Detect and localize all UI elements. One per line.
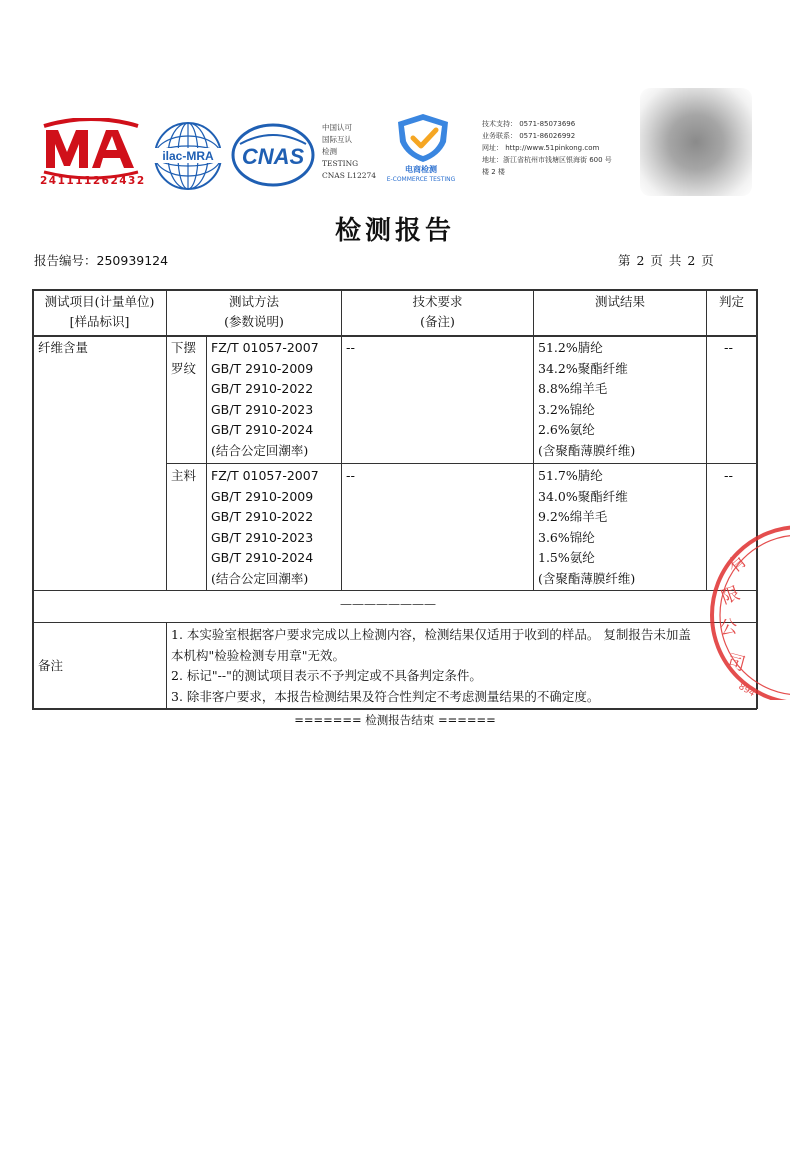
table-border <box>166 463 757 464</box>
svg-text:有: 有 <box>723 550 752 578</box>
report-number <box>34 251 168 269</box>
result-value: 51.7%腈纶 <box>538 468 603 483</box>
result-list <box>538 466 635 590</box>
header-line: (备注) <box>420 314 455 329</box>
verdict-value: -- <box>724 340 734 355</box>
cert-line: 检测 <box>322 147 337 156</box>
note-item: 2. 标记"--"的测试项目表示不予判定或不具备判定条件。 <box>171 668 482 683</box>
ecommerce-testing-title: 电商检测 <box>405 165 437 174</box>
table-border <box>206 335 207 591</box>
svg-text:ilac-MRA: ilac-MRA <box>162 149 214 163</box>
ecommerce-testing-subtitle: E-COMMERCE TESTING <box>386 176 456 183</box>
header-requirement <box>342 292 533 332</box>
header-line: (参数说明) <box>224 314 284 329</box>
contact-line: 楼 2 楼 <box>482 168 505 176</box>
method-list <box>211 466 319 590</box>
contact-line: 地址：浙江省杭州市钱塘区银海街 600 号 <box>482 156 612 164</box>
table-border <box>32 622 757 623</box>
cert-line: TESTING <box>322 159 359 168</box>
result-value: 9.2%绵羊毛 <box>538 509 608 525</box>
table-border <box>32 335 757 337</box>
ilac-mra-logo <box>152 120 224 192</box>
sample-part-main-fabric: 主料 <box>171 468 197 483</box>
result-value: 3.2%锦纶 <box>538 401 595 417</box>
header-line: [样品标识] <box>69 314 130 329</box>
notes-list <box>171 625 691 707</box>
requirement-value: -- <box>346 468 356 483</box>
contact-line: 技术支持： 0571-85073696 <box>482 120 576 128</box>
cnas-logo <box>230 122 316 188</box>
verdict-value: -- <box>724 468 734 483</box>
company-seal-stamp <box>700 520 790 700</box>
sample-part-line: 罗纹 <box>171 360 197 376</box>
method-standard: GB/T 2910-2024 <box>211 550 314 566</box>
result-list <box>538 338 635 462</box>
note-item: 1. 本实验室根据客户要求完成以上检测内容，检测结果仅适用于收到的样品。 复制报告未加盖 <box>171 627 691 642</box>
method-standard: GB/T 2910-2009 <box>211 360 314 376</box>
method-standard: GB/T 2910-2022 <box>211 509 314 525</box>
result-value: 3.6%锦纶 <box>538 529 595 545</box>
method-standard: GB/T 2910-2009 <box>211 488 314 504</box>
svg-text:限: 限 <box>718 582 743 609</box>
header-verdict: 判定 <box>718 294 744 309</box>
page-info: 第 2 页 共 2 页 <box>618 253 714 268</box>
result-value: 2.6%氨纶 <box>538 422 595 438</box>
contact-info <box>482 118 632 178</box>
method-note: (结合公定回潮率) <box>211 442 309 458</box>
header-test-item <box>33 292 166 332</box>
report-number-value: 250939124 <box>96 253 169 268</box>
table-border <box>166 622 167 708</box>
note-item: 本机构"检验检测专用章"无效。 <box>171 647 345 663</box>
header-line: 技术要求 <box>412 294 463 309</box>
svg-text:894: 894 <box>736 681 757 700</box>
svg-text:CNAS: CNAS <box>241 144 305 169</box>
table-border <box>32 708 757 710</box>
accreditation-text <box>322 122 376 182</box>
svg-text:司: 司 <box>724 650 748 676</box>
result-value: 1.5%氨纶 <box>538 550 595 566</box>
sample-part-line: 下摆 <box>171 340 197 355</box>
header-test-result: 测试结果 <box>594 294 645 309</box>
contact-line: 业务联系： 0571-86026992 <box>482 132 576 140</box>
cert-line: 中国认可 <box>322 123 352 132</box>
table-border <box>341 289 342 591</box>
method-note: (结合公定回潮率) <box>211 570 309 586</box>
table-border <box>32 289 34 709</box>
cma-certificate-number: 241111262432 <box>40 175 146 187</box>
result-value: 8.8%绵羊毛 <box>538 381 608 397</box>
qr-code-blurred <box>640 88 752 196</box>
method-standard: GB/T 2910-2023 <box>211 529 314 545</box>
contact-line: 网址： http://www.51pinkong.com <box>482 144 600 152</box>
result-value: 51.2%腈纶 <box>538 340 603 355</box>
result-note: (含聚酯薄膜纤维) <box>538 442 636 458</box>
cert-line: 国际互认 <box>322 135 352 144</box>
method-standard: GB/T 2910-2022 <box>211 381 314 397</box>
result-note: (含聚酯薄膜纤维) <box>538 570 636 586</box>
method-standard: GB/T 2910-2023 <box>211 401 314 417</box>
header-test-method <box>167 292 341 332</box>
notes-label: 备注 <box>38 658 64 673</box>
test-item-fiber-content: 纤维含量 <box>38 340 89 355</box>
method-standard: GB/T 2910-2024 <box>211 422 314 438</box>
report-end-marker: ======= 检测报告结束 ====== <box>294 713 496 727</box>
method-standard: FZ/T 01057-2007 <box>211 468 319 483</box>
result-value: 34.0%聚酯纤维 <box>538 488 628 504</box>
table-border <box>533 289 534 591</box>
report-number-label: 报告编号： <box>34 253 97 268</box>
cert-line: CNAS L12274 <box>322 171 377 180</box>
header-line: 测试项目(计量单位) <box>44 294 155 309</box>
svg-text:公: 公 <box>718 616 739 639</box>
sample-part-hem-rib <box>171 338 196 379</box>
note-item: 3. 除非客户要求，本报告检测结果及符合性判定不考虑测量结果的不确定度。 <box>171 688 600 704</box>
requirement-value: -- <box>346 340 356 355</box>
page-title: 检测报告 <box>334 216 455 246</box>
method-list <box>211 338 319 462</box>
table-border <box>166 289 167 591</box>
table-border <box>32 289 757 291</box>
ecommerce-testing-logo <box>388 110 458 166</box>
table-border <box>32 590 757 591</box>
separator-line: ———————— <box>340 597 436 611</box>
header-line: 测试方法 <box>228 294 279 309</box>
result-value: 34.2%聚酯纤维 <box>538 360 628 376</box>
method-standard: FZ/T 01057-2007 <box>211 340 319 355</box>
